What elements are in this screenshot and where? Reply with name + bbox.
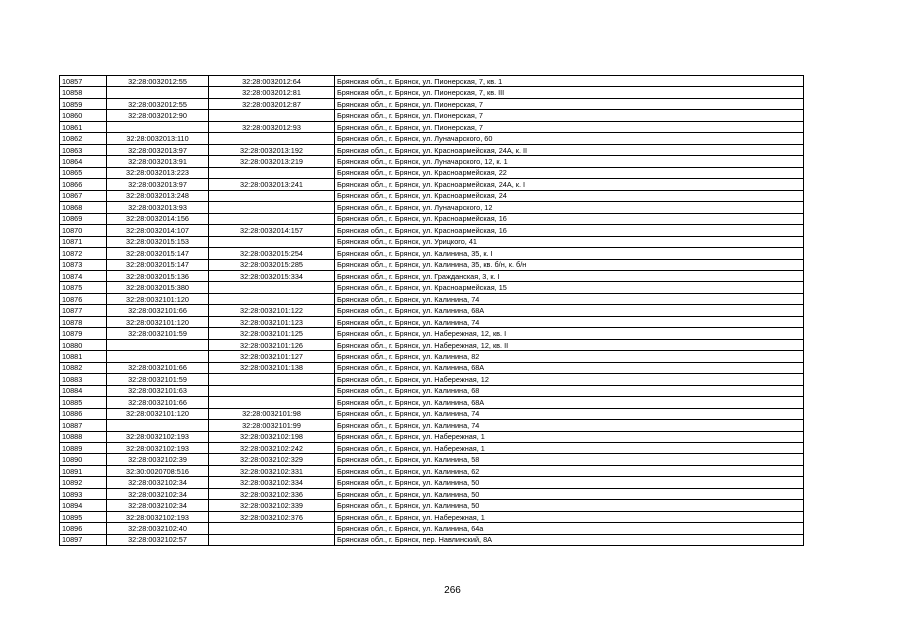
cell-record-number: 10865 [60,167,107,178]
cell-cadastral-number-2 [209,236,335,247]
cell-cadastral-number-2 [209,190,335,201]
cell-cadastral-number-2 [209,202,335,213]
cell-address: Брянская обл., г. Брянск, ул. Калинина, 68А [335,362,804,373]
cell-cadastral-number-1: 32:28:0032013:97 [107,179,209,190]
cell-cadastral-number-2 [209,397,335,408]
cell-cadastral-number-1: 32:28:0032102:39 [107,454,209,465]
cell-cadastral-number-1: 32:28:0032101:66 [107,397,209,408]
cell-address: Брянская обл., г. Брянск, ул. Калинина, 74 [335,408,804,419]
cell-address: Брянская обл., г. Брянск, ул. Калинина, 68А [335,305,804,316]
cell-address: Брянская обл., г. Брянск, ул. Красноармейская, 24А, к. II [335,144,804,155]
table-row [60,408,804,419]
cell-cadastral-number-1 [107,351,209,362]
table-row [60,110,804,121]
cell-cadastral-number-1: 32:28:0032013:91 [107,156,209,167]
cell-record-number: 10893 [60,488,107,499]
cell-address: Брянская обл., г. Брянск, ул. Набережная, 1 [335,431,804,442]
cell-record-number: 10859 [60,98,107,109]
cell-record-number: 10888 [60,431,107,442]
table-row [60,397,804,408]
table-row [60,511,804,522]
cell-address: Брянская обл., г. Брянск, пер. Навлинский, 8А [335,534,804,545]
table-row [60,351,804,362]
cell-cadastral-number-2: 32:28:0032101:125 [209,328,335,339]
table-row [60,500,804,511]
table-row [60,385,804,396]
cell-address: Брянская обл., г. Брянск, ул. Калинина, 35, к. I [335,248,804,259]
cell-record-number: 10882 [60,362,107,373]
cell-record-number: 10879 [60,328,107,339]
table-row [60,523,804,534]
cell-address: Брянская обл., г. Брянск, ул. Набережная, 1 [335,443,804,454]
cell-cadastral-number-2: 32:28:0032012:64 [209,76,335,87]
table-row [60,362,804,373]
cell-cadastral-number-1: 32:28:0032013:97 [107,144,209,155]
cell-record-number: 10870 [60,225,107,236]
cell-address: Брянская обл., г. Брянск, ул. Калинина, 68 [335,385,804,396]
table-row [60,98,804,109]
cell-cadastral-number-1: 32:28:0032101:59 [107,328,209,339]
cell-address: Брянская обл., г. Брянск, ул. Пионерская, 7, кв. III [335,87,804,98]
table-row [60,420,804,431]
cell-address: Брянская обл., г. Брянск, ул. Урицкого, 41 [335,236,804,247]
table-row [60,328,804,339]
cell-cadastral-number-1: 32:30:0020708:516 [107,465,209,476]
cell-record-number: 10864 [60,156,107,167]
cell-record-number: 10896 [60,523,107,534]
cell-address: Брянская обл., г. Брянск, ул. Красноармейская, 16 [335,213,804,224]
cell-address: Брянская обл., г. Брянск, ул. Набережная, 12 [335,374,804,385]
cell-cadastral-number-1: 32:28:0032101:63 [107,385,209,396]
cell-cadastral-number-2: 32:28:0032102:331 [209,465,335,476]
table-row [60,87,804,98]
cell-cadastral-number-2: 32:28:0032101:138 [209,362,335,373]
cell-record-number: 10885 [60,397,107,408]
cell-address: Брянская обл., г. Брянск, ул. Пионерская, 7 [335,121,804,132]
cell-cadastral-number-1: 32:28:0032013:223 [107,167,209,178]
cell-cadastral-number-1: 32:28:0032015:153 [107,236,209,247]
cell-address: Брянская обл., г. Брянск, ул. Луначарского, 12, к. 1 [335,156,804,167]
cell-address: Брянская обл., г. Брянск, ул. Луначарского, 12 [335,202,804,213]
cell-address: Брянская обл., г. Брянск, ул. Пионерская, 7 [335,98,804,109]
cell-cadastral-number-1 [107,420,209,431]
cell-cadastral-number-1: 32:28:0032102:193 [107,443,209,454]
cell-cadastral-number-2: 32:28:0032012:93 [209,121,335,132]
cell-address: Брянская обл., г. Брянск, ул. Калинина, 74 [335,420,804,431]
cell-address: Брянская обл., г. Брянск, ул. Калинина, 74 [335,316,804,327]
cell-record-number: 10867 [60,190,107,201]
cell-cadastral-number-1: 32:28:0032102:34 [107,500,209,511]
cell-cadastral-number-2: 32:28:0032101:122 [209,305,335,316]
cell-cadastral-number-2 [209,385,335,396]
cell-record-number: 10890 [60,454,107,465]
cell-cadastral-number-2: 32:28:0032101:123 [209,316,335,327]
cell-cadastral-number-1 [107,87,209,98]
cell-cadastral-number-2: 32:28:0032102:198 [209,431,335,442]
table-row [60,293,804,304]
cell-record-number: 10895 [60,511,107,522]
table-row [60,374,804,385]
cell-cadastral-number-2 [209,534,335,545]
cell-cadastral-number-2: 32:28:0032102:242 [209,443,335,454]
cell-record-number: 10892 [60,477,107,488]
cell-cadastral-number-1: 32:28:0032102:34 [107,477,209,488]
cell-record-number: 10871 [60,236,107,247]
table-row [60,477,804,488]
cell-cadastral-number-2: 32:28:0032101:126 [209,339,335,350]
cell-cadastral-number-1: 32:28:0032013:93 [107,202,209,213]
cell-cadastral-number-1 [107,339,209,350]
cell-cadastral-number-1: 32:28:0032015:147 [107,259,209,270]
cell-record-number: 10886 [60,408,107,419]
table-row [60,236,804,247]
cell-cadastral-number-2: 32:28:0032101:98 [209,408,335,419]
cell-cadastral-number-2 [209,293,335,304]
cell-address: Брянская обл., г. Брянск, ул. Калинина, 50 [335,488,804,499]
cell-record-number: 10872 [60,248,107,259]
cell-cadastral-number-1: 32:28:0032102:34 [107,488,209,499]
cell-address: Брянская обл., г. Брянск, ул. Набережная, 1 [335,511,804,522]
cell-cadastral-number-1: 32:28:0032012:55 [107,98,209,109]
cell-cadastral-number-1 [107,121,209,132]
table-row [60,316,804,327]
cell-record-number: 10863 [60,144,107,155]
cell-record-number: 10889 [60,443,107,454]
table-row [60,339,804,350]
cell-cadastral-number-2 [209,133,335,144]
cell-cadastral-number-2: 32:28:0032102:334 [209,477,335,488]
table-row [60,156,804,167]
cell-record-number: 10897 [60,534,107,545]
cell-record-number: 10880 [60,339,107,350]
cell-cadastral-number-2: 32:28:0032014:157 [209,225,335,236]
cell-cadastral-number-2: 32:28:0032015:334 [209,270,335,281]
cell-cadastral-number-1: 32:28:0032015:380 [107,282,209,293]
table-row [60,443,804,454]
register-table [59,75,804,546]
cell-cadastral-number-1: 32:28:0032101:120 [107,293,209,304]
cell-address: Брянская обл., г. Брянск, ул. Калинина, 58 [335,454,804,465]
table-row [60,225,804,236]
register-table-body [60,76,804,546]
register-table-container [59,75,804,546]
table-row [60,202,804,213]
table-row [60,305,804,316]
cell-cadastral-number-2: 32:28:0032013:219 [209,156,335,167]
cell-address: Брянская обл., г. Брянск, ул. Калинина, 50 [335,500,804,511]
cell-cadastral-number-2: 32:28:0032015:254 [209,248,335,259]
table-row [60,190,804,201]
cell-cadastral-number-2: 32:28:0032102:376 [209,511,335,522]
cell-cadastral-number-2 [209,213,335,224]
cell-cadastral-number-1: 32:28:0032102:40 [107,523,209,534]
cell-address: Брянская обл., г. Брянск, ул. Пионерская, 7, кв. 1 [335,76,804,87]
cell-cadastral-number-2: 32:28:0032101:99 [209,420,335,431]
cell-cadastral-number-2: 32:28:0032102:336 [209,488,335,499]
cell-record-number: 10877 [60,305,107,316]
cell-cadastral-number-2 [209,374,335,385]
table-row [60,534,804,545]
table-row [60,179,804,190]
cell-address: Брянская обл., г. Брянск, ул. Красноармейская, 15 [335,282,804,293]
table-row [60,488,804,499]
table-row [60,213,804,224]
cell-record-number: 10860 [60,110,107,121]
table-row [60,282,804,293]
cell-record-number: 10883 [60,374,107,385]
cell-cadastral-number-2: 32:28:0032102:339 [209,500,335,511]
table-row [60,259,804,270]
cell-cadastral-number-2 [209,110,335,121]
table-row [60,167,804,178]
cell-address: Брянская обл., г. Брянск, ул. Набережная, 12, кв. I [335,328,804,339]
cell-record-number: 10891 [60,465,107,476]
cell-record-number: 10878 [60,316,107,327]
cell-cadastral-number-1: 32:28:0032101:120 [107,316,209,327]
cell-cadastral-number-1: 32:28:0032014:107 [107,225,209,236]
cell-cadastral-number-1: 32:28:0032015:147 [107,248,209,259]
cell-record-number: 10873 [60,259,107,270]
cell-cadastral-number-1: 32:28:0032012:55 [107,76,209,87]
table-row [60,431,804,442]
cell-record-number: 10887 [60,420,107,431]
cell-cadastral-number-1: 32:28:0032101:66 [107,362,209,373]
cell-cadastral-number-2: 32:28:0032013:192 [209,144,335,155]
cell-record-number: 10857 [60,76,107,87]
table-row [60,248,804,259]
cell-address: Брянская обл., г. Брянск, ул. Калинина, 74 [335,293,804,304]
cell-record-number: 10868 [60,202,107,213]
cell-cadastral-number-2 [209,282,335,293]
table-row [60,144,804,155]
cell-cadastral-number-1: 32:28:0032013:110 [107,133,209,144]
cell-address: Брянская обл., г. Брянск, ул. Калинина, 62 [335,465,804,476]
cell-address: Брянская обл., г. Брянск, ул. Набережная, 12, кв. II [335,339,804,350]
cell-cadastral-number-1: 32:28:0032102:193 [107,431,209,442]
cell-address: Брянская обл., г. Брянск, ул. Пионерская, 7 [335,110,804,121]
cell-address: Брянская обл., г. Брянск, ул. Гражданская, 3, к. I [335,270,804,281]
cell-cadastral-number-2: 32:28:0032013:241 [209,179,335,190]
cell-cadastral-number-2 [209,167,335,178]
cell-address: Брянская обл., г. Брянск, ул. Луначарского, 60 [335,133,804,144]
cell-cadastral-number-1: 32:28:0032101:59 [107,374,209,385]
table-row [60,121,804,132]
cell-record-number: 10869 [60,213,107,224]
cell-address: Брянская обл., г. Брянск, ул. Красноармейская, 22 [335,167,804,178]
cell-cadastral-number-1: 32:28:0032101:66 [107,305,209,316]
cell-address: Брянская обл., г. Брянск, ул. Калинина, 64а [335,523,804,534]
cell-address: Брянская обл., г. Брянск, ул. Красноармейская, 16 [335,225,804,236]
table-row [60,133,804,144]
cell-cadastral-number-1: 32:28:0032012:90 [107,110,209,121]
cell-cadastral-number-1: 32:28:0032014:156 [107,213,209,224]
cell-record-number: 10874 [60,270,107,281]
table-row [60,270,804,281]
cell-address: Брянская обл., г. Брянск, ул. Красноармейская, 24 [335,190,804,201]
cell-record-number: 10876 [60,293,107,304]
cell-address: Брянская обл., г. Брянск, ул. Калинина, 35, кв. б/н, к. б/н [335,259,804,270]
cell-cadastral-number-2: 32:28:0032012:87 [209,98,335,109]
cell-cadastral-number-1: 32:28:0032013:248 [107,190,209,201]
cell-record-number: 10894 [60,500,107,511]
table-row [60,454,804,465]
cell-cadastral-number-2: 32:28:0032102:329 [209,454,335,465]
cell-address: Брянская обл., г. Брянск, ул. Калинина, 68А [335,397,804,408]
cell-address: Брянская обл., г. Брянск, ул. Красноармейская, 24А, к. I [335,179,804,190]
cell-record-number: 10881 [60,351,107,362]
page-number: 266 [444,585,461,596]
cell-cadastral-number-2: 32:28:0032015:285 [209,259,335,270]
cell-cadastral-number-1: 32:28:0032015:136 [107,270,209,281]
cell-record-number: 10884 [60,385,107,396]
table-row [60,76,804,87]
cell-cadastral-number-1: 32:28:0032101:120 [107,408,209,419]
cell-record-number: 10866 [60,179,107,190]
cell-cadastral-number-1: 32:28:0032102:57 [107,534,209,545]
table-row [60,465,804,476]
cell-address: Брянская обл., г. Брянск, ул. Калинина, 82 [335,351,804,362]
cell-record-number: 10875 [60,282,107,293]
cell-record-number: 10858 [60,87,107,98]
cell-cadastral-number-2: 32:28:0032101:127 [209,351,335,362]
cell-address: Брянская обл., г. Брянск, ул. Калинина, 50 [335,477,804,488]
cell-record-number: 10861 [60,121,107,132]
cell-cadastral-number-1: 32:28:0032102:193 [107,511,209,522]
cell-cadastral-number-2 [209,523,335,534]
cell-cadastral-number-2: 32:28:0032012:81 [209,87,335,98]
cell-record-number: 10862 [60,133,107,144]
